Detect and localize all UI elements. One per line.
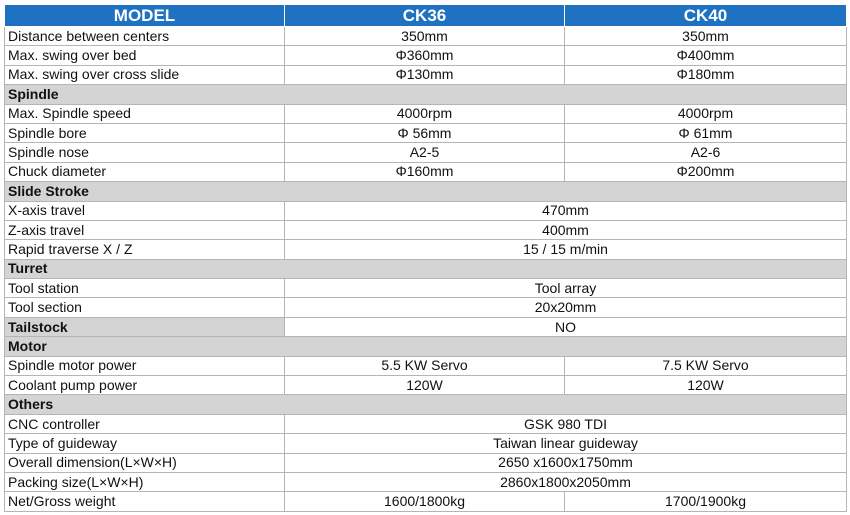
row-label: Max. swing over cross slide: [5, 65, 285, 84]
ck40-value: 4000rpm: [565, 104, 847, 123]
ck36-value: Φ160mm: [285, 162, 565, 181]
ck36-value: Φ130mm: [285, 65, 565, 84]
ck40-value: Φ400mm: [565, 46, 847, 65]
shared-value: GSK 980 TDI: [285, 414, 847, 433]
ck40-value: Φ180mm: [565, 65, 847, 84]
row-label: X-axis travel: [5, 201, 285, 220]
row-label: Max. Spindle speed: [5, 104, 285, 123]
ck40-value: A2-6: [565, 143, 847, 162]
row-label: Rapid traverse X / Z: [5, 240, 285, 259]
table-row: [5, 356, 847, 375]
table-row: [5, 46, 847, 65]
table-row: [5, 27, 847, 46]
table-row: [5, 143, 847, 162]
section-title: Motor: [5, 337, 847, 356]
table-row: [5, 162, 847, 181]
shared-value: 20x20mm: [285, 298, 847, 317]
table-row: [5, 376, 847, 395]
ck36-value: 4000rpm: [285, 104, 565, 123]
section-row-spindle: [5, 85, 847, 104]
table-row: [5, 201, 847, 220]
row-label: Type of guideway: [5, 434, 285, 453]
section-title: Spindle: [5, 85, 847, 104]
row-label: Z-axis travel: [5, 220, 285, 239]
section-title: Others: [5, 395, 847, 414]
section-title: Slide Stroke: [5, 182, 847, 201]
header-ck36: CK36: [285, 5, 565, 27]
row-label: Chuck diameter: [5, 162, 285, 181]
section-row-others: [5, 395, 847, 414]
row-label: Max. swing over bed: [5, 46, 285, 65]
ck36-value: 5.5 KW Servo: [285, 356, 565, 375]
row-label: CNC controller: [5, 414, 285, 433]
table-row: [5, 220, 847, 239]
shared-value: 2650 x1600x1750mm: [285, 453, 847, 472]
table-row: [5, 434, 847, 453]
header-model: MODEL: [5, 5, 285, 27]
row-label: Overall dimension(L×W×H): [5, 453, 285, 472]
table-row: [5, 492, 847, 511]
table-row: [5, 65, 847, 84]
table-row: [5, 453, 847, 472]
ck40-value: Φ200mm: [565, 162, 847, 181]
row-label: Spindle motor power: [5, 356, 285, 375]
ck40-value: 350mm: [565, 27, 847, 46]
table-row: [5, 298, 847, 317]
row-label: Distance between centers: [5, 27, 285, 46]
row-label: Packing size(L×W×H): [5, 472, 285, 491]
ck40-value: 120W: [565, 376, 847, 395]
table-row: [5, 472, 847, 491]
section-title: Tailstock: [5, 317, 285, 336]
table-row: [5, 414, 847, 433]
section-row-motor: [5, 337, 847, 356]
spec-table: [4, 4, 847, 512]
ck36-value: Φ 56mm: [285, 123, 565, 142]
ck36-value: Φ360mm: [285, 46, 565, 65]
shared-value: Tool array: [285, 279, 847, 298]
table-row: [5, 104, 847, 123]
row-label: Tool station: [5, 279, 285, 298]
row-label: Net/Gross weight: [5, 492, 285, 511]
table-row: [5, 279, 847, 298]
table-row: [5, 123, 847, 142]
table-row: [5, 240, 847, 259]
row-label: Spindle bore: [5, 123, 285, 142]
ck40-value: 1700/1900kg: [565, 492, 847, 511]
section-title: Turret: [5, 259, 847, 278]
row-label: Spindle nose: [5, 143, 285, 162]
section-row-turret: [5, 259, 847, 278]
ck36-value: 120W: [285, 376, 565, 395]
section-row-slide-stroke: [5, 182, 847, 201]
shared-value: 470mm: [285, 201, 847, 220]
shared-value: 15 / 15 m/min: [285, 240, 847, 259]
ck40-value: 7.5 KW Servo: [565, 356, 847, 375]
ck36-value: 1600/1800kg: [285, 492, 565, 511]
shared-value: 400mm: [285, 220, 847, 239]
header-ck40: CK40: [565, 5, 847, 27]
header-row: [5, 5, 847, 27]
ck36-value: 350mm: [285, 27, 565, 46]
row-label: Coolant pump power: [5, 376, 285, 395]
ck40-value: Φ 61mm: [565, 123, 847, 142]
shared-value: 2860x1800x2050mm: [285, 472, 847, 491]
row-label: Tool section: [5, 298, 285, 317]
section-row-tailstock: [5, 317, 847, 336]
ck36-value: A2-5: [285, 143, 565, 162]
shared-value: Taiwan linear guideway: [285, 434, 847, 453]
shared-value: NO: [285, 317, 847, 336]
